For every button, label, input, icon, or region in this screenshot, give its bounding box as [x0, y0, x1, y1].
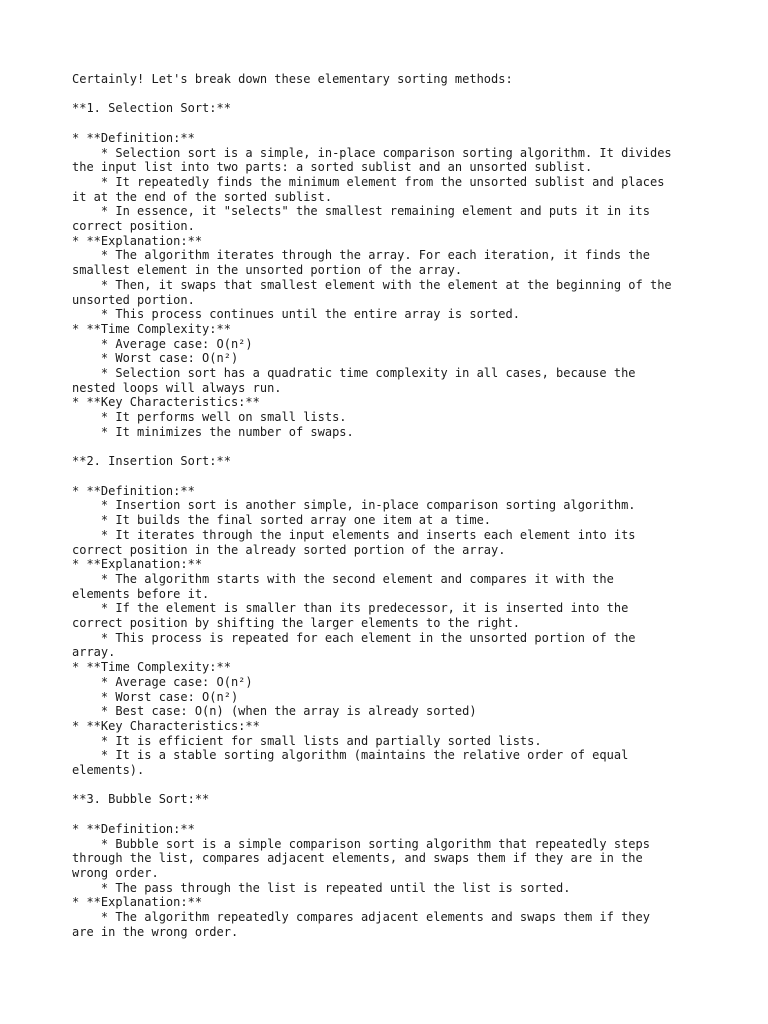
document-line: elements before it.: [72, 586, 210, 601]
document-line: * Average case: O(n²): [72, 336, 253, 351]
document-line: * The pass through the list is repeated until the list is sorted.: [72, 880, 571, 895]
document-line: smallest element in the unsorted portion of the array.: [72, 263, 463, 278]
document-line: * In essence, it "selects" the smallest remaining element and puts it in its: [72, 204, 650, 219]
document-line: correct position.: [72, 219, 195, 234]
document-body-text: [72, 72, 712, 939]
document-line: are in the wrong order.: [72, 924, 239, 939]
document-line: * **Key Characteristics:**: [72, 718, 260, 733]
document-line: * **Definition:**: [72, 821, 195, 836]
document-line: * Worst case: O(n²): [72, 689, 239, 704]
document-line: nested loops will always run.: [72, 380, 282, 395]
document-line: * The algorithm iterates through the array. For each iteration, it finds the: [72, 248, 650, 263]
document-line: * This process is repeated for each element in the unsorted portion of the: [72, 630, 636, 645]
document-line: * It is a stable sorting algorithm (maintains the relative order of equal: [72, 748, 629, 763]
document-line: Certainly! Let's break down these elementary sorting methods:: [72, 72, 513, 86]
document-line: * Then, it swaps that smallest element with the element at the beginning of the: [72, 277, 672, 292]
document-line: **1. Selection Sort:**: [72, 101, 231, 116]
document-line: * If the element is smaller than its predecessor, it is inserted into the: [72, 601, 629, 616]
document-line: * Selection sort is a simple, in-place comparison sorting algorithm. It divides: [72, 145, 672, 160]
document-line: * This process continues until the entire array is sorted.: [72, 307, 520, 322]
document-line: * It performs well on small lists.: [72, 410, 347, 425]
document-line: * Insertion sort is another simple, in-place comparison sorting algorithm.: [72, 498, 636, 513]
document-line: it at the end of the sorted sublist.: [72, 189, 333, 204]
document-line: * **Time Complexity:**: [72, 660, 231, 675]
document-line: **3. Bubble Sort:**: [72, 792, 210, 807]
document-line: correct position by shifting the larger elements to the right.: [72, 616, 520, 631]
document-line: correct position in the already sorted portion of the array.: [72, 542, 506, 557]
document-line: * The algorithm starts with the second element and compares it with the: [72, 571, 614, 586]
document-line: elements).: [72, 763, 145, 778]
document-line: * It is efficient for small lists and partially sorted lists.: [72, 733, 542, 748]
document-line: * It repeatedly finds the minimum element from the unsorted sublist and places: [72, 174, 665, 189]
document-line: * Bubble sort is a simple comparison sorting algorithm that repeatedly steps: [72, 836, 650, 851]
document-line: * Selection sort has a quadratic time complexity in all cases, because the: [72, 366, 636, 381]
document-line: through the list, compares adjacent elements, and swaps them if they are in the: [72, 851, 643, 866]
document-line: unsorted portion.: [72, 292, 195, 307]
document-line: * **Definition:**: [72, 130, 195, 145]
document-line: the input list into two parts: a sorted sublist and an unsorted sublist.: [72, 160, 593, 175]
document-line: * Average case: O(n²): [72, 674, 253, 689]
document-line: * It iterates through the input elements and inserts each element into its: [72, 527, 636, 542]
document-line: * **Explanation:**: [72, 233, 203, 248]
document-line: * The algorithm repeatedly compares adjacent elements and swaps them if they: [72, 910, 650, 925]
document-line: array.: [72, 645, 116, 660]
document-line: **2. Insertion Sort:**: [72, 454, 231, 469]
document-line: * **Explanation:**: [72, 557, 203, 572]
document-line: * **Time Complexity:**: [72, 321, 231, 336]
document-line: * Worst case: O(n²): [72, 351, 239, 366]
document-line: * **Key Characteristics:**: [72, 395, 260, 410]
document-line: * It builds the final sorted array one item at a time.: [72, 513, 492, 528]
document-line: * Best case: O(n) (when the array is already sorted): [72, 704, 477, 719]
document-page: [72, 72, 712, 939]
document-line: * **Explanation:**: [72, 895, 203, 910]
document-line: * It minimizes the number of swaps.: [72, 424, 354, 439]
document-line: * **Definition:**: [72, 483, 195, 498]
document-line: wrong order.: [72, 865, 159, 880]
